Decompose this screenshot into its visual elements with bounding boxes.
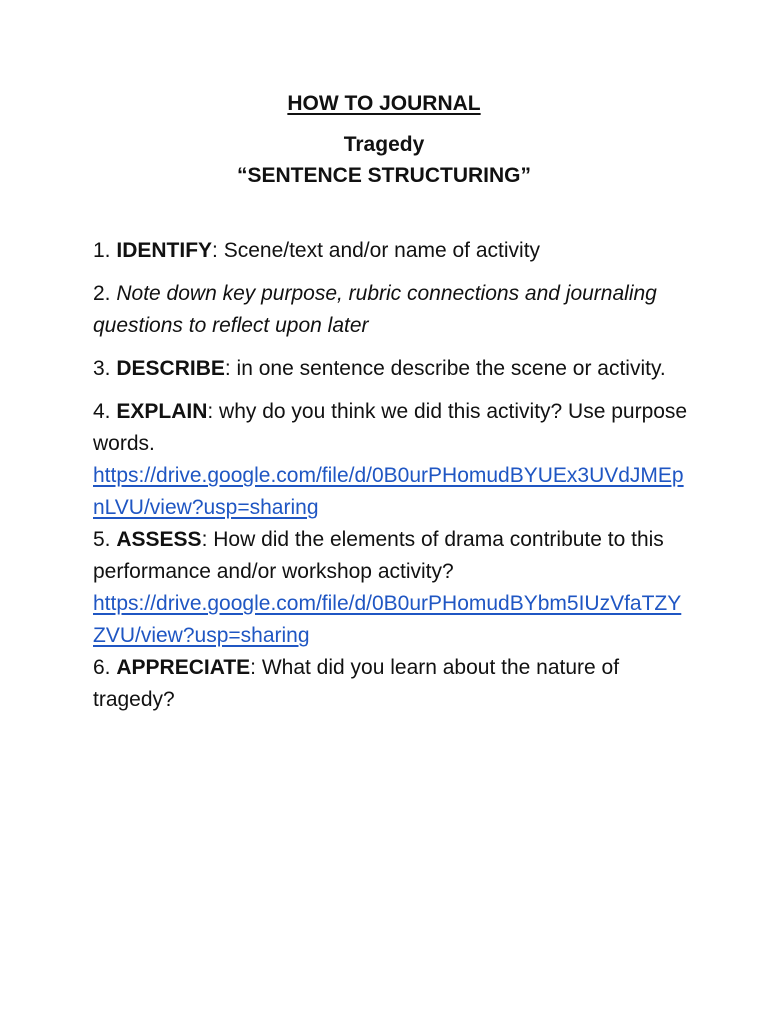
- step-text: : What did you learn about the nature of tragedy?: [93, 656, 620, 711]
- step-keyword: APPRECIATE: [116, 656, 251, 679]
- explain-drive-link[interactable]: https://drive.google.com/file/d/0B0urPHomudBYUEx3UVdJMEpnLVU/view?usp=sharing: [93, 464, 684, 519]
- step-text: : How did the elements of drama contribute to this performance and/or workshop activity?: [93, 528, 664, 583]
- step-number: 2.: [93, 282, 111, 305]
- assess-drive-link[interactable]: https://drive.google.com/file/d/0B0urPHomudBYbm5IUzVfaTZYZVU/view?usp=sharing: [93, 592, 682, 647]
- step-keyword: EXPLAIN: [116, 400, 208, 423]
- step-number: 5.: [93, 528, 111, 551]
- document-subtitle-secondary: “SENTENCE STRUCTURING”: [236, 164, 531, 187]
- step-text: : in one sentence describe the scene or activity.: [224, 357, 666, 380]
- step-keyword: IDENTIFY: [116, 239, 213, 262]
- step-describe: [93, 353, 693, 385]
- step-keyword: DESCRIBE: [116, 357, 225, 380]
- step-text: Note down key purpose, rubric connections and journaling questions to reflect upon later: [93, 282, 657, 337]
- document-title: HOW TO JOURNAL: [287, 92, 481, 115]
- step-explain: [93, 396, 693, 524]
- step-number: 1.: [93, 239, 111, 262]
- step-number: 6.: [93, 656, 111, 679]
- step-number: 3.: [93, 357, 111, 380]
- step-keyword: ASSESS: [116, 528, 202, 551]
- step-text: : why do you think we did this activity? Use purpose words.: [93, 400, 688, 455]
- step-assess: [93, 524, 693, 652]
- step-appreciate: [93, 652, 693, 716]
- step-number: 4.: [93, 400, 111, 423]
- step-text: : Scene/text and/or name of activity: [212, 239, 541, 262]
- step-note-down: [93, 278, 693, 342]
- steps-list: [93, 235, 693, 716]
- document-subtitle: Tragedy: [343, 133, 425, 156]
- step-identify: [93, 235, 693, 267]
